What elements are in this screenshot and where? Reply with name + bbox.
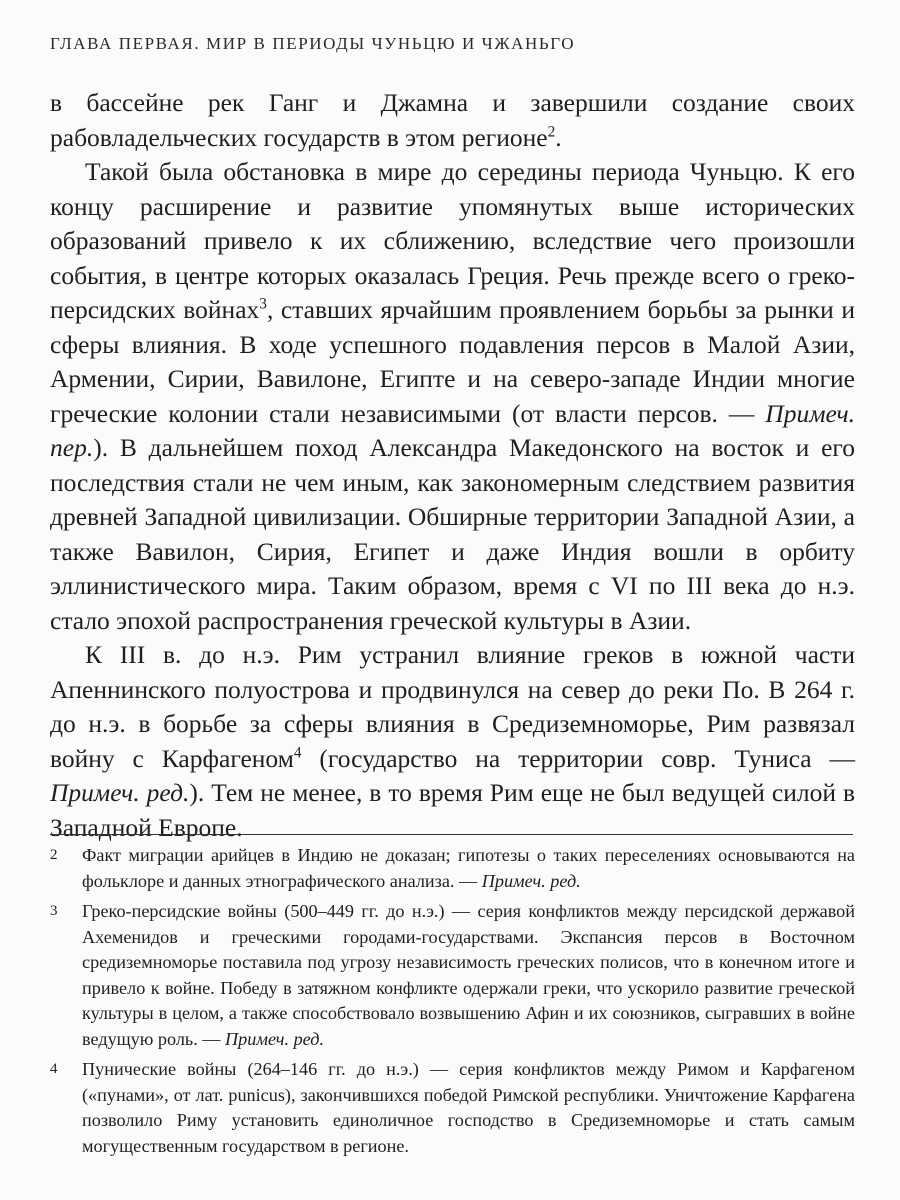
editor-note: Примеч. пер. (50, 398, 855, 462)
paragraph-3 (50, 638, 855, 845)
footnote (50, 1057, 855, 1159)
editor-note: Примеч. ред. (481, 870, 581, 891)
paragraph-text: Такой была обстановка в мире до середины периода Чуньцю. К его концу расширение и развитие упомянутых выше исторических образований привело к их сближению, вследствие чего произошли события, в центре которых оказалась Греция. Речь прежде всего о греко-персидских войнах (50, 157, 855, 324)
footnote-text: Пунические войны (264–146 гг. до н.э.) — серия конфликтов между Римом и Карфагеном («пунами», от лат. punicus), закончившихся победой Римской республики. Уничтожение Карфагена позволило Риму установить единоличное господство в Средиземноморье и стать самым могущественным государством в регионе. (82, 1059, 855, 1156)
footnote-body (82, 843, 855, 894)
main-text (50, 86, 855, 845)
paragraph-text: ). В дальнейшем поход Александра Македонского на восток и его последствия стали не чем иным, как закономерным следствием развития древней Западной цивилизации. Обширные территории Западной Азии, а также Вавилон, Сирия, Египет и даже Индия вошли в орбиту эллинистического мира. Таким образом, время с VI по III века до н.э. стало эпохой распространения греческой культуры в Азии. (50, 433, 855, 635)
footnote-number: 4 (50, 1061, 58, 1077)
paragraph-text: ). Тем не менее, в то время Рим еще не был ведущей силой в Западной Европе. (50, 778, 856, 842)
footnote-body (82, 1057, 855, 1159)
footnote-number: 2 (50, 847, 58, 863)
paragraph-1 (50, 86, 855, 155)
footnote-text: Греко-персидские войны (500–449 гг. до н.э.) — серия конфликтов между персидской державой Ахеменидов и греческими городами-государствами. Экспансия персов в Восточном средиземноморье поставила под угрозу независимость греческих полисов, что в конечном итоге и привело к войне. Победу в затяжном конфликте одержали греки, что ускорило развитие греческой культуры в целом, а также способствовало возвышению Афин и их союзников, сыгравших в войне ведущую роль. — (82, 901, 855, 1049)
footnote-body (82, 899, 855, 1052)
footnote-ref: 3 (259, 295, 267, 313)
editor-note: Примеч. ред. (50, 778, 190, 807)
footnote (50, 843, 855, 894)
footnote (50, 899, 855, 1052)
footnote-number: 3 (50, 903, 58, 919)
paragraph-text: . (555, 122, 562, 152)
paragraph-text: (государство на территории совр. Туниса — (301, 743, 856, 773)
editor-note: Примеч. ред. (225, 1028, 325, 1049)
paragraph-text: в бассейне рек Ганг и Джамна и завершили создание своих рабовладельческих государств в этом регионе (50, 88, 855, 152)
paragraph-2 (50, 155, 855, 638)
footnotes (50, 843, 855, 1164)
paragraph-text: , ставших ярчайшим проявлением борьбы за рынки и сферы влияния. В ходе успешного подавления персов в Малой Азии, Армении, Сирии, Вавилоне, Египте и на северо-западе Индии многие греческие колонии стали независимыми (от власти персов. — (50, 295, 855, 428)
footnote-divider (50, 834, 853, 835)
footnote-ref: 4 (293, 744, 302, 761)
footnote-ref: 2 (547, 123, 556, 140)
running-head: ГЛАВА ПЕРВАЯ. МИР В ПЕРИОДЫ ЧУНЬЦЮ И ЧЖАНЬГО (50, 34, 576, 53)
paragraph-text: К III в. до н.э. Рим устранил влияние греков в южной части Апеннинского полуострова и продвинулся на север до реки По. В 264 г. до н.э. в борьбе за сферы влияния в Средиземноморье, Рим развязал войну с Карфагеном (50, 640, 855, 773)
footnote-text: Факт миграции арийцев в Индию не доказан; гипотезы о таких переселениях основываются на фольклоре и данных этнографического анализа. — (82, 845, 855, 891)
